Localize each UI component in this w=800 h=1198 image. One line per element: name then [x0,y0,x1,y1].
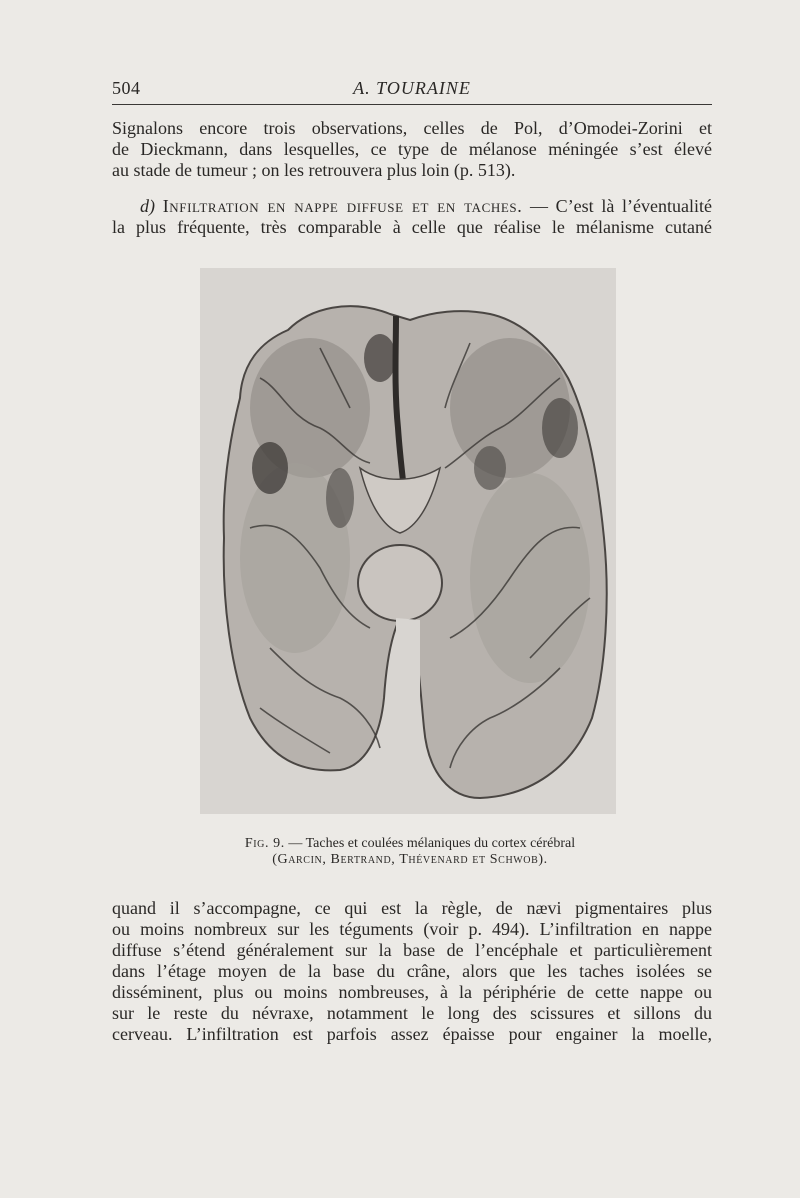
page-header [112,76,712,102]
text-line: sur le reste du névraxe, notamment le long des scissures et sillons du [112,1003,712,1023]
running-title: A. TOURAINE [353,78,471,98]
paragraph-infiltration [112,196,712,238]
caption-line [200,836,620,852]
text-line: cerveau. L’infiltration est parfois assez épaisse pour engainer la moelle, [112,1024,712,1044]
brain-base-image [200,268,616,814]
text-line: au stade de tumeur ; on les retrouvera plus loin (p. 513). [112,160,516,180]
paragraph-observations [112,118,712,181]
text-line: disséminent, plus ou moins nombreuses, à la périphérie de cette nappe ou [112,982,712,1002]
text-line: Signalons encore trois observations, celles de Pol, d’Omodei-Zorini et [112,118,712,138]
caption-text: — Taches et coulées mélaniques du cortex cérébral [284,836,576,851]
figure-caption [200,836,620,868]
text-line: quand il s’accompagne, ce qui est la règle, de nævi pigmentaires plus [112,898,712,918]
page-number: 504 [112,78,141,98]
text-line: dans l’étage moyen de la base du crâne, alors que les taches isolées se [112,961,712,981]
brain-photograph [200,268,616,814]
text-line [112,196,712,217]
text-line: diffuse s’étend généralement sur la base de l’encéphale et particulièrement [112,940,712,960]
figure-label: Fig. 9. [244,836,285,851]
section-heading: Infiltration en nappe diffuse et en taches. [162,196,523,216]
text-line: ou moins nombreux sur les téguments (voir p. 494). L’infiltration en nappe [112,919,712,939]
paragraph-description [112,898,712,1045]
text-line: de Dieckmann, dans lesquelles, ce type de mélanose méningée s’est élevé [112,139,712,159]
section-label: d) [140,196,155,216]
header-rule [112,104,712,105]
text-line: la plus fréquente, très comparable à celle que réalise le mélanisme cutané [112,217,712,237]
section-heading-rest: — C’est là l’éventualité [522,196,712,216]
caption-authors: (Garcin, Bertrand, Thévenard et Schwob). [272,852,548,867]
